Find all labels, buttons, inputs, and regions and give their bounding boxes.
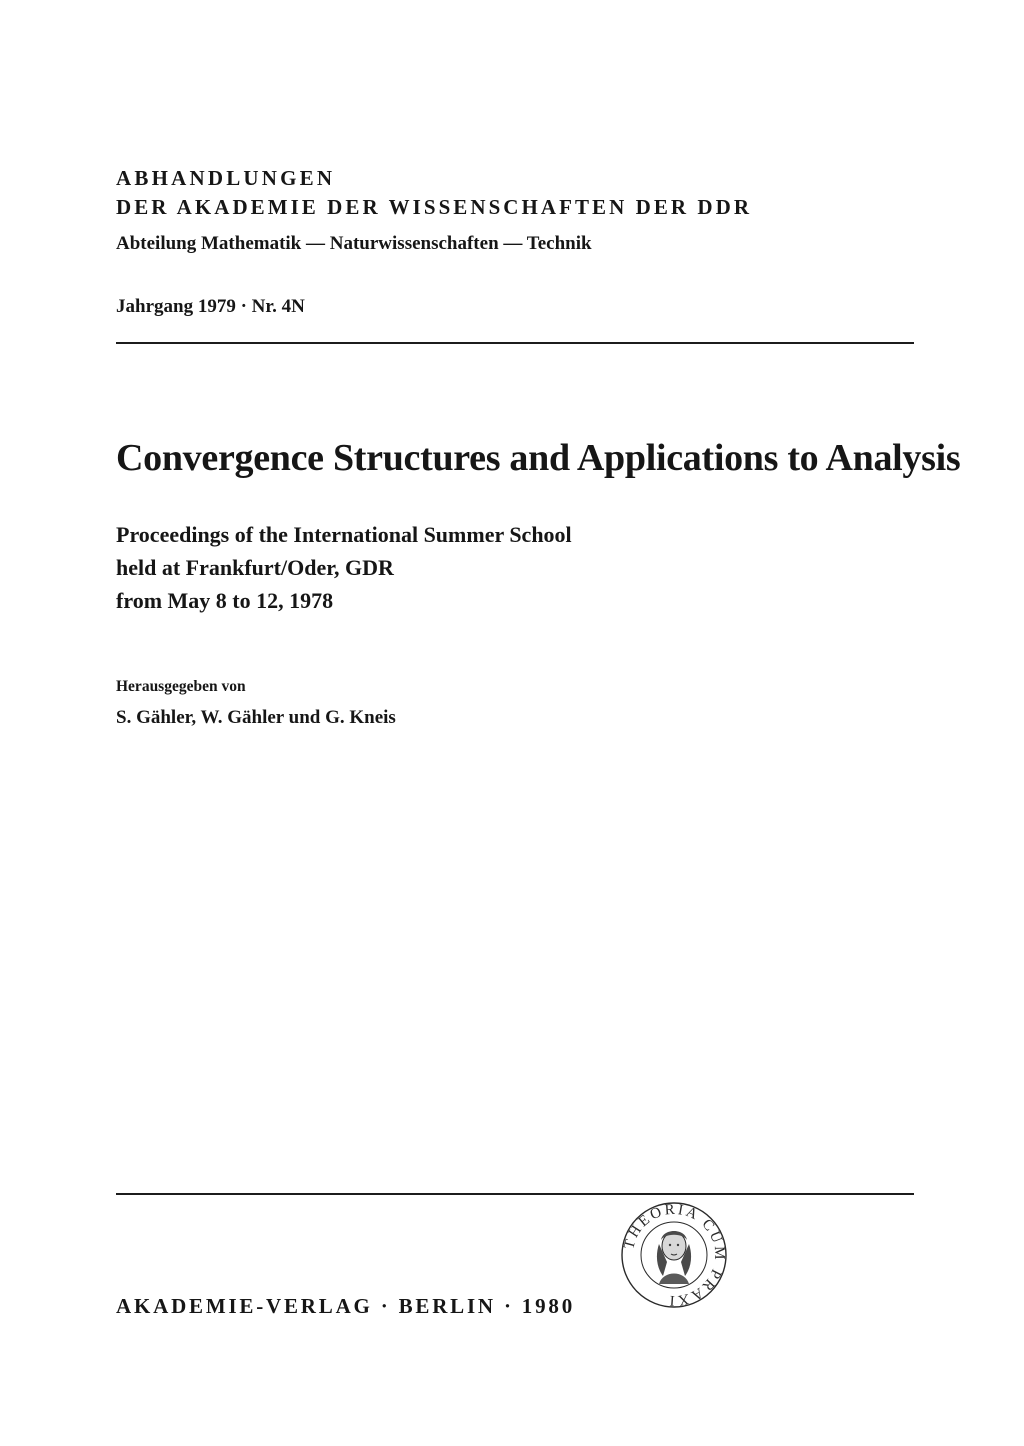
- publisher-seal-icon: [619, 1200, 729, 1310]
- department-line: Abteilung Mathematik — Naturwissenschaften — Technik: [116, 233, 592, 254]
- proceedings-line-3: from May 8 to 12, 1978: [116, 588, 334, 613]
- publisher-imprint: AKADEMIE-VERLAG · BERLIN · 1980: [116, 1294, 576, 1318]
- book-title: Convergence Structures and Applications to Analysis: [116, 437, 961, 479]
- top-divider: [116, 342, 914, 344]
- volume-line: Jahrgang 1979 · Nr. 4N: [116, 296, 305, 317]
- editors-label: Herausgegeben von: [116, 678, 246, 695]
- bottom-divider: [116, 1193, 914, 1195]
- proceedings-line-1: Proceedings of the International Summer School: [116, 522, 572, 547]
- series-title-line-2: DER AKADEMIE DER WISSENSCHAFTEN DER DDR: [116, 195, 753, 219]
- proceedings-line-2: held at Frankfurt/Oder, GDR: [116, 555, 394, 580]
- series-title-line-1: ABHANDLUNGEN: [116, 166, 336, 190]
- seal-motto: THEORIA CUM PRAXI: [621, 1201, 728, 1309]
- portrait-bust-icon: [657, 1231, 691, 1284]
- editors-names: S. Gähler, W. Gähler und G. Kneis: [116, 707, 396, 728]
